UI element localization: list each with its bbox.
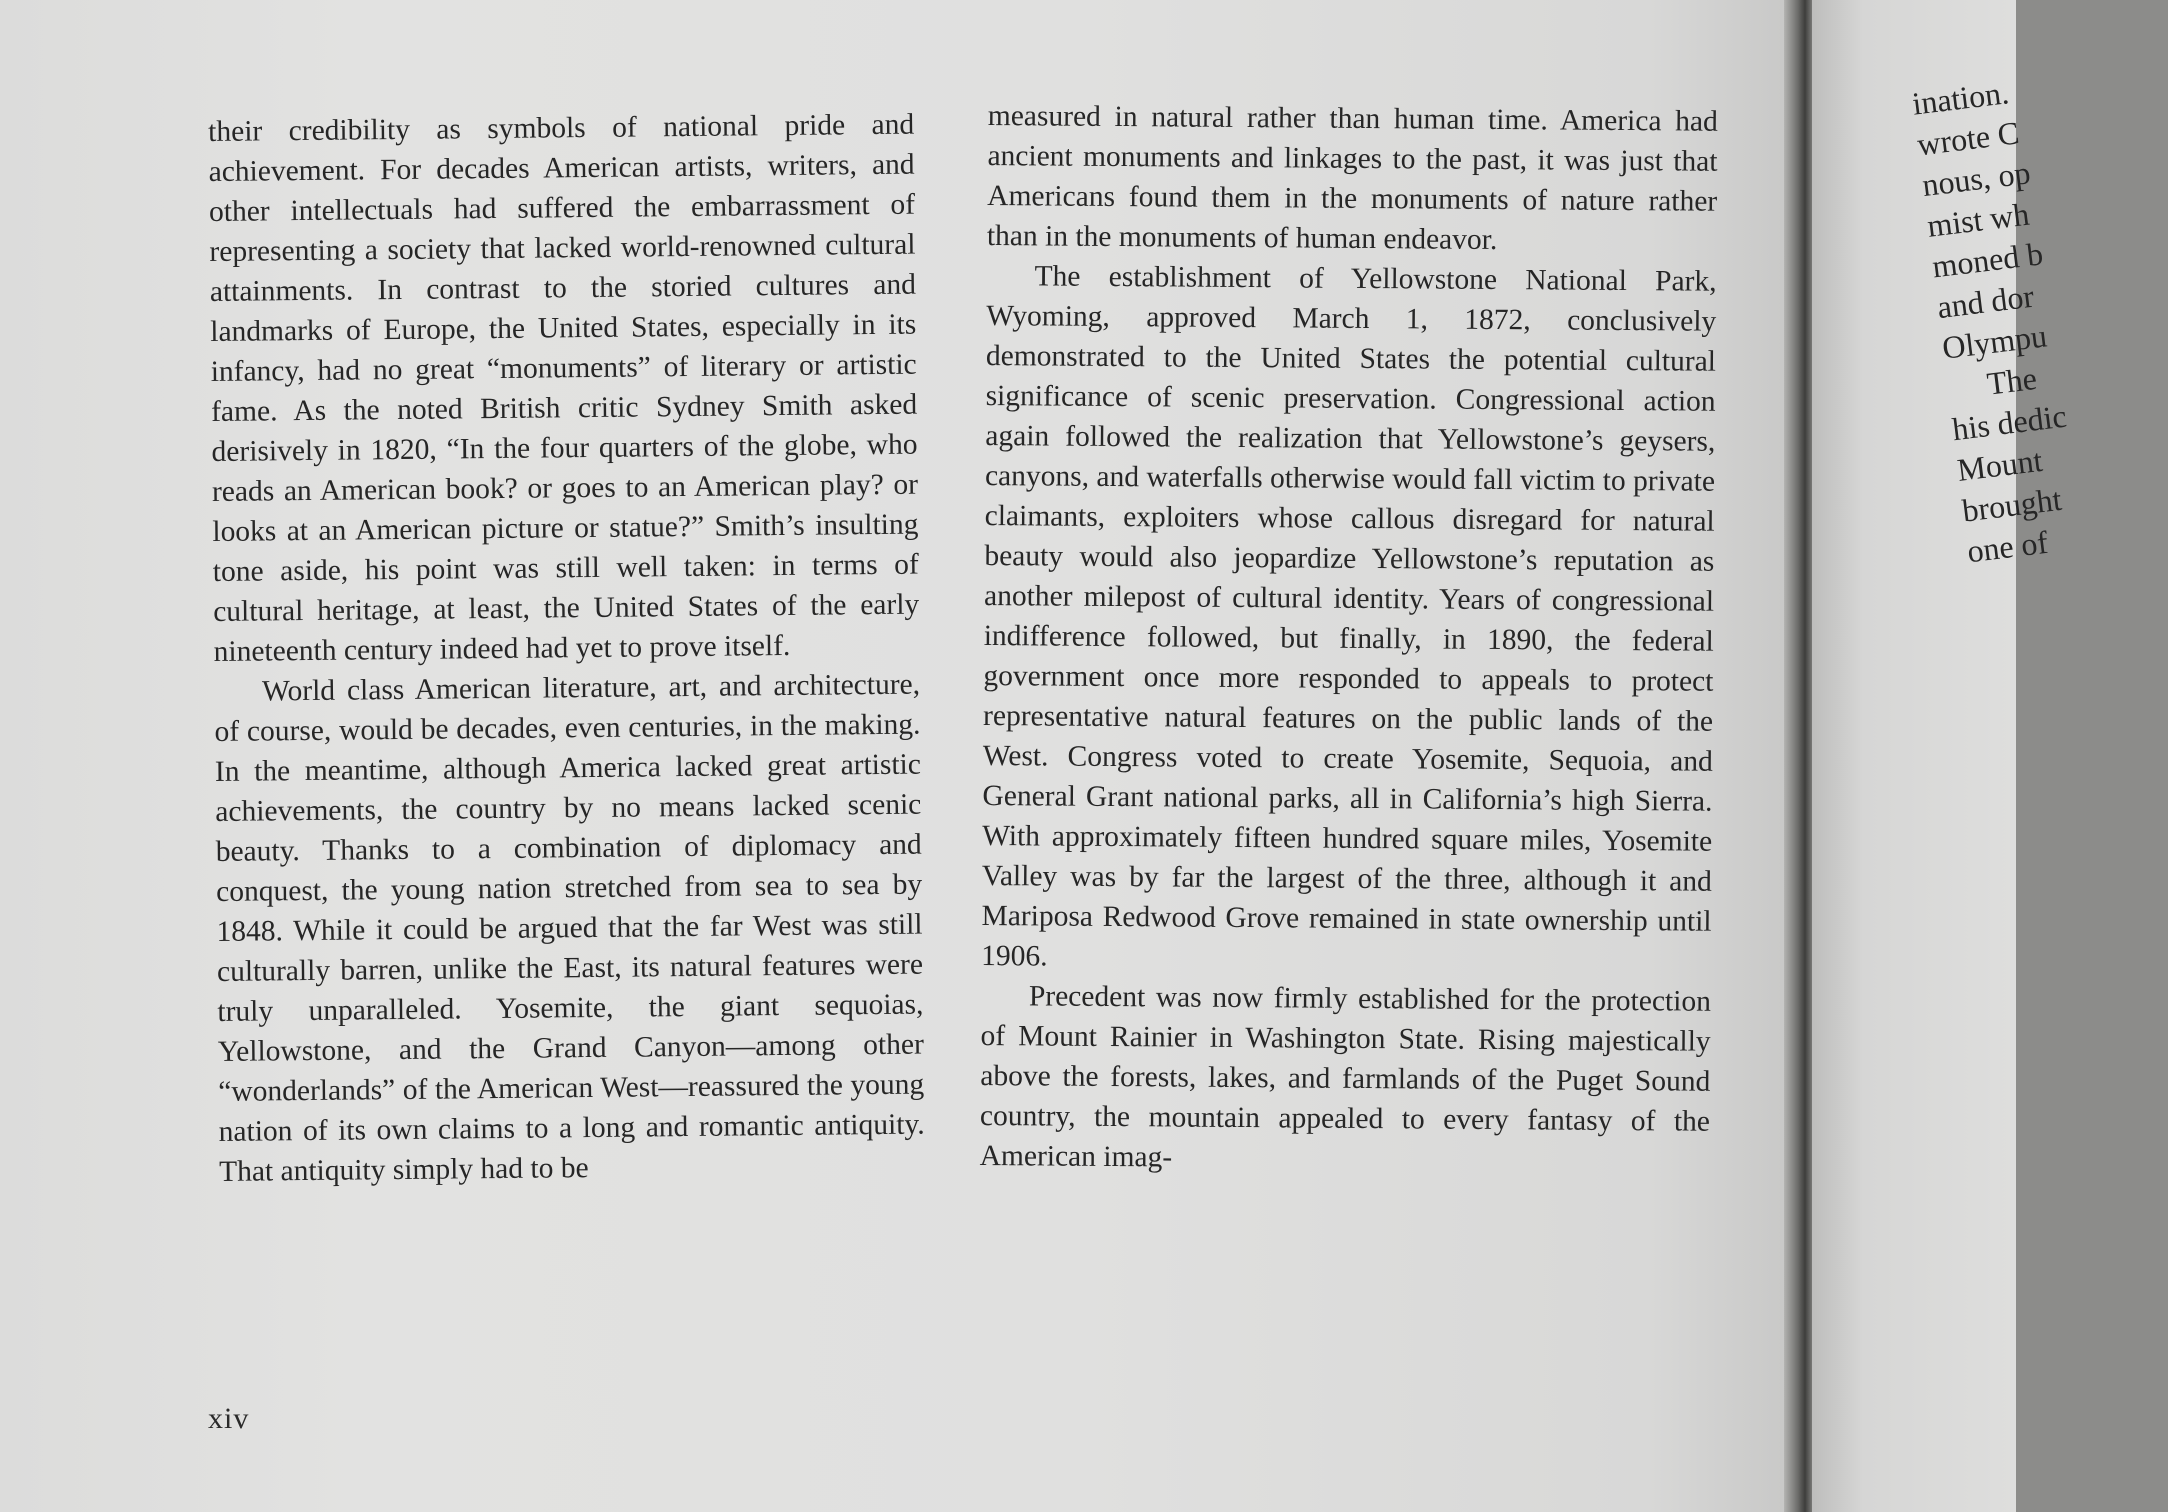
left-paragraph-1: their credibility as symbols of national pride and achievement. For decades American artists, writers, and other intellectuals had suffered the embarrassment of representing a society that lacked world-renowned cultural attainments. In contrast to the storied cultures and landmarks of Europe, the United States, especially in its infancy, had no great “monuments” of literary or artistic fame. As the noted British critic Sydney Smith asked derisively in 1820, “In the four quarters of the globe, who reads an American book? or goes to an American play? or looks at an American picture or statue?” Smith’s insulting tone aside, his point was still well taken: in terms of cultural heritage, at least, the United States of the early nineteenth century indeed had yet to prove itself. (208, 108, 920, 668)
left-paragraph-2: World class American literature, art, and architecture, of course, would be decades, even centuries, in the making. In the meantime, although America lacked great artistic achievements, the country by no means lacked scenic beauty. Thanks to a combination of diplomacy and conquest, the young nation stretched from sea to sea by 1848. While it could be argued that the far West was still culturally barren, unlike the East, its natural features were truly unparalleled. Yosemite, the giant sequoias, Yellowstone, and the Grand Canyon—among other “wonderlands” of the American West—reassured the young nation of its own claims to a long and romantic antiquity. That antiquity simply had to be (214, 668, 925, 1188)
next-page-line: his dedic (1950, 397, 2069, 448)
right-paragraph-3: Precedent was now firmly established for the protection of Mount Rainier in Washington State. Rising majestically above the forests, lakes, and farmlands of the Puget Sound country, the mountain appealed to every fantasy of the American imag- (979, 980, 1712, 1174)
page-number: xiv (208, 1402, 250, 1435)
book-gutter (1784, 0, 1814, 1512)
next-page-line: The (1984, 359, 2039, 402)
next-page-line: moned b (1930, 235, 2045, 285)
next-page-line: Mount (1955, 441, 2045, 488)
next-page-line: Olympu (1940, 317, 2049, 366)
left-text-column (208, 105, 925, 1192)
next-page-line: nous, op (1920, 154, 2033, 204)
next-page-line: brought (1960, 480, 2064, 529)
right-paragraph-2: The establishment of Yellowstone National Park, Wyoming, approved March 1, 1872, conclusively demonstrated to the United States the potential cultural significance of scenic preservation. Congressional action again followed the realization that Yellowstone’s geysers, canyons, and waterfalls otherwise would fall victim to private claimants, exploiters whose callous disregard for natural beauty would also jeopardize Yellowstone’s reputation as another milepost of cultural identity. Years of congressional indifference followed, but finally, in 1890, the federal government once more responded to appeals to protect representative natural features on the public lands of the West. Congress voted to create Yosemite, Sequoia, and General Grant national parks, all in California’s high Sierra. With approximately fifteen hundred square miles, Yosemite Valley was by far the largest of the three, although it and Mariposa Redwood Grove remained in state ownership until 1906. (981, 260, 1717, 973)
right-text-column (980, 96, 1718, 1182)
next-page-line: wrote C (1915, 114, 2022, 163)
next-page-line: and dor (1935, 277, 2036, 326)
next-page-line: mist wh (1925, 195, 2032, 244)
next-page-line: one of (1965, 523, 2050, 570)
next-page-line: ination. (1910, 74, 2011, 122)
right-paragraph-1: measured in natural rather than human time. America had ancient monuments and linkages to the past, it was just that Americans found them in the monuments of nature rather than in the monuments of human endeavor. (986, 99, 1718, 257)
